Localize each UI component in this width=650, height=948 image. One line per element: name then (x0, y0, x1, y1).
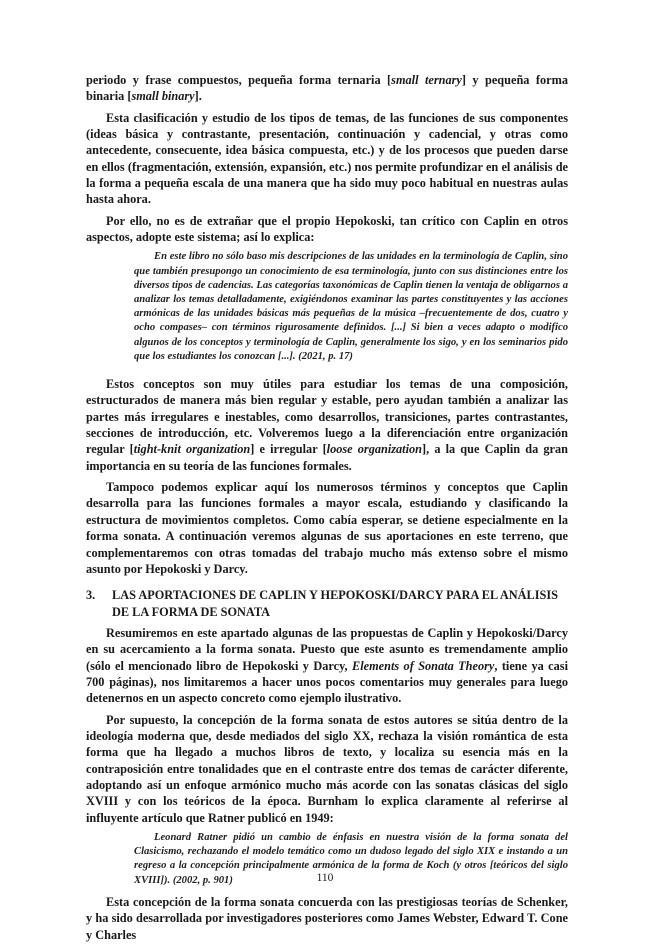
block-quote-hepokoski: En este libro no sólo baso mis descripciones de las unidades en la terminología de Caplin, sino que también presupongo un conocimiento de esa terminología, junto con sus distinciones entre los diversos tipos de cadencias. Las categorías taxonómicas de Caplin tienen la ventaja de obligarnos a analizar los temas detalladamente, exigiéndonos examinar las partes constituyentes y las acciones armónicas de las unidades básicas más pequeñas de la música –frecuentemente de dos, cuatro y ocho compases– con términos rigurosamente definidos. [...] Si bien a veces adapto o modifico algunos de los conceptos y terminología de Caplin, generalmente los sigo, y en los seminarios pido que los estudiantes los conozcan [...]. (2021, p. 17) (134, 251, 568, 362)
block-quote-burnham: Leonard Ratner pidió un cambio de énfasis en nuestra visión de la forma sonata del Clasicismo, rechazando el modelo temático como un dudoso legado del siglo XIX e instando a un regreso a la concepción principalmente armónica de la forma de Koch (y otros [teóricos del siglo XVIII]). (2002, p. 901) (134, 832, 568, 886)
page-body (86, 72, 568, 948)
paragraph-7: Por supuesto, la concepción de la forma sonata de estos autores se sitúa dentro de la ideología moderna que, desde mediados del siglo XX, rechaza la visión romántica de esta forma que ha llegado a muchos libros de texto, y localiza su esencia más en la contraposición entre tonalidades que en el contraste entre dos temas de carácter diferente, adoptando así un enfoque armónico mucho más acorde con las sonatas clásicas del siglo XVIII y con los teóricos de la época. Burnham lo explica claramente al referirse al influyente artículo que Ratner publicó en 1949: (86, 712, 568, 825)
section-heading (86, 587, 568, 620)
section-number: 3. (86, 588, 96, 603)
section-title: LAS APORTACIONES DE CAPLIN Y HEPOKOSKI/DARCY PARA EL ANÁLISIS DE LA FORMA DE SONATA (112, 588, 558, 619)
italic-term: small binary (131, 89, 195, 104)
paragraph-4 (86, 376, 568, 474)
text: Estos conceptos son muy útiles para estudiar los temas de una composición, estructurados de manera más bien regular y estable, pero ayudan también a analizar las partes más irregulares e inestables, como desarrollos, transiciones, partes contrastantes, secciones de introducción, etc. Volveremos luego a la diferenciación entre organización regular [ (86, 377, 568, 457)
paragraph-5: Tampoco podemos explicar aquí los numerosos términos y conceptos que Caplin desarrolla para las funciones formales a mayor escala, estudiando y clasificando la estructura de movimientos completos. Como cabía esperar, se detiene especialmente en la forma sonata. A continuación veremos algunas de sus aportaciones en este terreno, que complementaremos con otras tomadas del trabajo mucho más extenso sobre el mismo asunto por Hepokoski y Darcy. (86, 480, 568, 576)
paragraph-8: Esta concepción de la forma sonata concuerda con las prestigiosas teorías de Schenker, y ha sido desarrollada por investigadores posteriores como James Webster, Edward T. Cone y Charles (86, 894, 568, 942)
paragraph-3: Por ello, no es de extrañar que el propio Hepokoski, tan crítico con Caplin en otros aspectos, adopte este sistema; así lo explica: (86, 213, 568, 245)
text: ] y pequeña forma binaria [ (86, 73, 568, 104)
paragraph-6 (86, 625, 568, 707)
paragraph-2: Esta clasificación y estudio de los tipos de temas, de las funciones de sus componentes (ideas básica y contrastante, presentación, continuación y cadencial, y otras como antecedente, consecuente, idea básica compuesta, etc.) y de los procesos que pueden darse en ellos (fragmentación, extensión, expansión, etc.) nos permite profundizar en el análisis de la forma a pequeña escala de una manera que ha sido muy poco habitual en nuestras aulas hasta ahora. (86, 110, 568, 207)
text: ], a la que Caplin da gran importancia en su teoría de las funciones formales. (86, 442, 568, 473)
italic-term: small ternary (391, 73, 462, 87)
text: periodo y frase compuestos, pequeña forma ternaria [ (86, 73, 392, 87)
text: , tiene ya casi 700 páginas), nos limitaremos a hacer unos pocos comentarios muy generales para luego detenernos en un aspecto concreto como ejemplo ilustrativo. (86, 658, 568, 706)
text: ]. (194, 89, 202, 104)
text: ] e irregular [ (250, 442, 327, 457)
italic-term: loose organization (326, 442, 423, 457)
page-number: 110 (316, 872, 334, 884)
italic-title: Elements of Sonata Theory (352, 658, 495, 673)
paragraph-1 (86, 72, 568, 105)
text: Resumiremos en este apartado algunas de las propuestas de Caplin y Hepokoski/Darcy en su acercamiento a la forma sonata. Puesto que este asunto es tremendamente amplio (sólo el mencionado libro de Hepokoski y Darcy, (86, 625, 568, 673)
italic-term: tight-knit organization (133, 442, 251, 457)
